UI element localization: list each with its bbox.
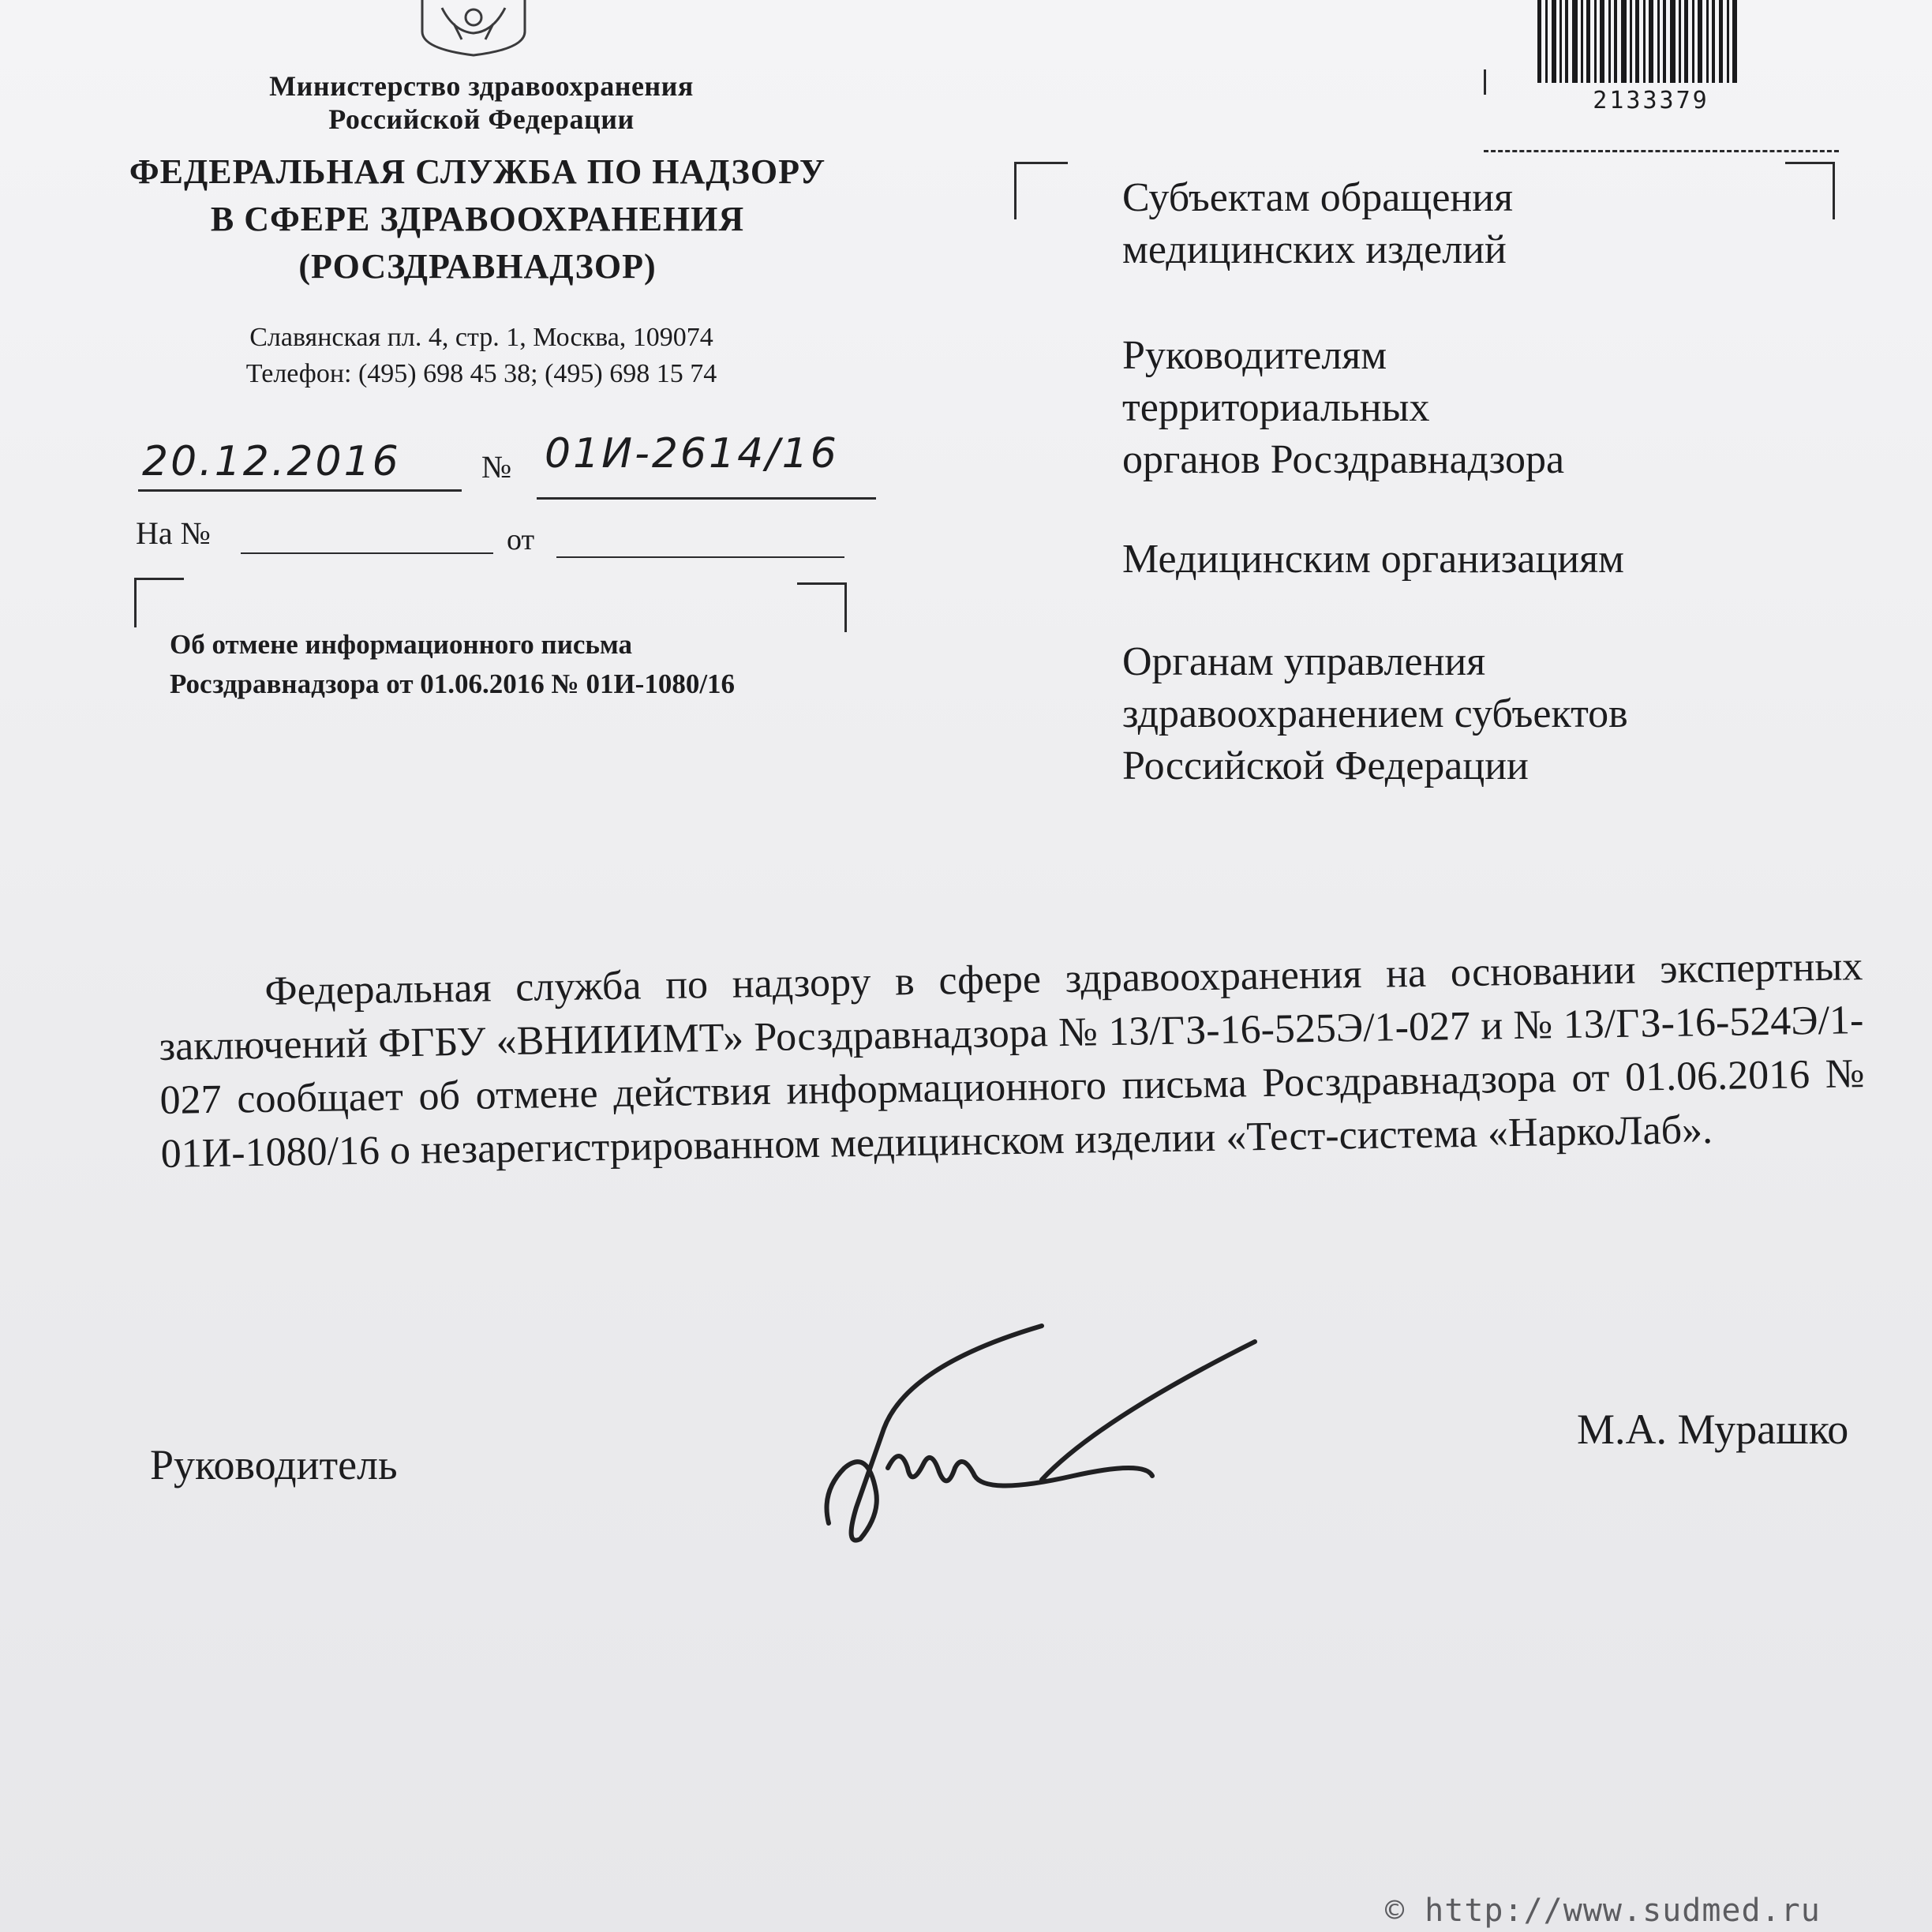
addressee-group <box>1122 636 1880 792</box>
subject-line: Росздравнадзора от 01.06.2016 № 01И-1080/16 <box>170 668 736 699</box>
registration-number: 01И-2614/16 <box>545 430 839 477</box>
service-name <box>103 148 852 290</box>
address-block <box>134 320 829 392</box>
service-line: ФЕДЕРАЛЬНАЯ СЛУЖБА ПО НАДЗОРУ <box>129 152 826 191</box>
service-line: В СФЕРЕ ЗДРАВООХРАНЕНИЯ <box>210 200 745 238</box>
source-watermark: © http://www.sudmed.ru <box>1385 1893 1821 1929</box>
barcode-icon <box>1537 0 1774 87</box>
ministry-name <box>174 69 789 136</box>
reply-date-line <box>556 556 844 558</box>
addressee-line: территориальных <box>1122 385 1430 430</box>
addressee-line: органов Росздравнадзора <box>1122 437 1565 482</box>
addressee-line: Руководителям <box>1122 333 1387 378</box>
addressee-line: медицинских изделий <box>1122 227 1507 272</box>
service-line: (РОСЗДРАВНАДЗОР) <box>298 247 657 286</box>
registration-date: 20.12.2016 <box>142 438 401 485</box>
addressee-group <box>1122 534 1880 586</box>
addressee-group <box>1122 172 1880 276</box>
letter-body: Федеральная служба по надзору в сфере здравоохранения на основании экспертных заключений ФГБУ «ВНИИИМТ» Росздравнадзора № 13/ГЗ-16-525Э/1-027 и № 13/ГЗ-16-524Э/1-027 сообщает об отмене действия информационного письма Росздравнадзора от 01.06.2016 № 01И-1080/16 о незарегистрированном медицинском изделии «Тест-система «НаркоЛаб». <box>159 944 1865 1177</box>
addressee-line: Субъектам обращения <box>1122 175 1513 220</box>
signatory-name: М.А. Мурашко <box>1577 1406 1849 1453</box>
addressee-corner-left <box>1014 162 1068 219</box>
subject-corner-left <box>134 578 184 627</box>
addressee-group <box>1122 330 1880 486</box>
subject-line: Об отмене информационного письма <box>170 629 633 660</box>
barcode-dash-line <box>1484 150 1839 152</box>
handwritten-signature <box>813 1310 1286 1563</box>
addressee-line: Российской Федерации <box>1122 743 1529 788</box>
addressee-list <box>1122 172 1880 792</box>
barcode-bracket-left <box>1484 69 1486 95</box>
coat-of-arms-icon <box>406 0 541 57</box>
number-underline <box>537 497 876 500</box>
reply-to-line <box>241 552 493 554</box>
ministry-line: Российской Федерации <box>328 103 635 135</box>
reply-to-label: На № <box>136 515 211 551</box>
signatory-title: Руководитель <box>150 1441 398 1488</box>
addressee-line: здравоохранением субъектов <box>1122 691 1628 736</box>
ministry-line: Министерство здравоохранения <box>269 70 694 102</box>
date-underline <box>138 489 462 492</box>
addressee-line: Медицинским организациям <box>1122 537 1624 582</box>
reply-date-label: от <box>507 523 535 556</box>
addressee-line: Органам управления <box>1122 639 1486 684</box>
barcode-number: 2133379 <box>1593 87 1709 114</box>
address-line: Славянская пл. 4, стр. 1, Москва, 109074 <box>249 323 713 352</box>
number-sign: № <box>481 449 512 485</box>
phone-line: Телефон: (495) 698 45 38; (495) 698 15 74 <box>245 359 717 388</box>
letter-subject <box>170 625 880 704</box>
